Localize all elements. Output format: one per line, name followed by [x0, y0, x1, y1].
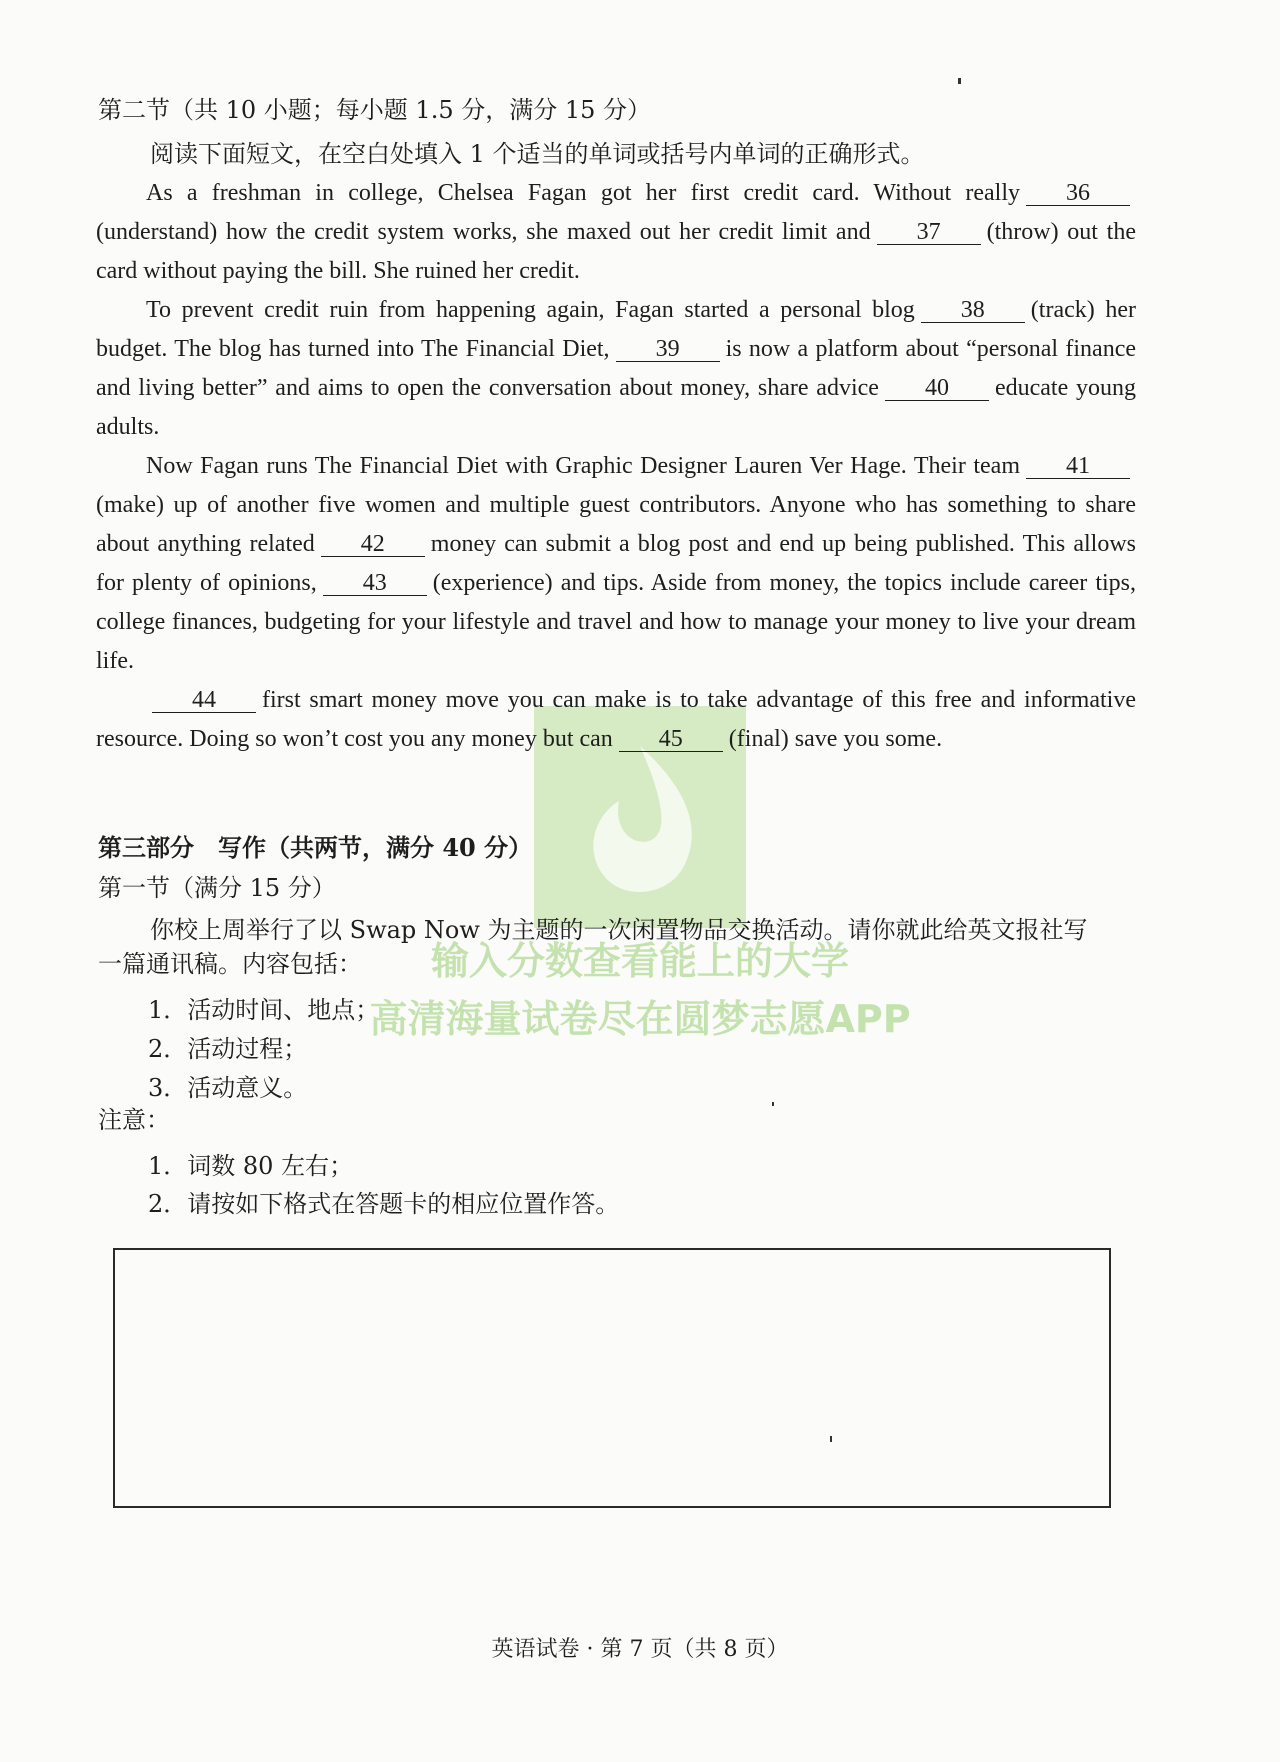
blank-40[interactable]: 40 — [885, 376, 989, 401]
answer-box[interactable] — [113, 1248, 1111, 1508]
scan-speck — [958, 78, 961, 84]
note-item-1: 1．词数 80 左右； — [148, 1152, 354, 1180]
task-item-3: 3．活动意义。 — [148, 1074, 308, 1102]
paragraph-3: Now Fagan runs The Financial Diet with Graphic Designer Lauren Ver Hage. Their team 41(make) up of another five women and multiple guest contributors. Anyone who has something to share about anything related 42 money can submit a blog post and end up being published. This allows for plenty of opinions, 43 (experience) and tips. Aside from money, the topics include career tips, college finances, budgeting for your lifestyle and travel and how to manage your money to live your dream life. — [96, 453, 1137, 674]
blank-44[interactable]: 44 — [152, 688, 256, 713]
blank-38[interactable]: 38 — [921, 298, 1025, 323]
section1-title: 第一节（满分 15 分） — [98, 874, 336, 902]
task-item-2: 2．活动过程； — [148, 1035, 308, 1063]
section2-title: 第二节（共 10 小题；每小题 1.5 分，满分 15 分） — [98, 96, 652, 124]
task-line-2: 一篇通讯稿。内容包括： — [98, 950, 362, 978]
part3-title: 第三部分 写作（共两节，满分 40 分） — [98, 833, 533, 862]
paragraph-4: 44 first smart money move you can make is to take advantage of this free and informative resource. Doing so won’t cost you any money but can 45 (final) save you some. — [96, 687, 1136, 752]
blank-39[interactable]: 39 — [616, 337, 720, 362]
blank-42[interactable]: 42 — [321, 532, 425, 557]
paragraph-2: To prevent credit ruin from happening again, Fagan started a personal blog 38 (track) her budget. The blog has turned into The Financial Diet, 39 is now a platform about “personal finance and living better” and aims to open the conversation about money, share advice 40 educate young adults. — [96, 297, 1136, 440]
page-footer: 英语试卷 · 第 7 页（共 8 页） — [491, 1637, 789, 1662]
paragraph-1: As a freshman in college, Chelsea Fagan got her first credit card. Without really 36(understand) how the credit system works, she maxed out her credit limit and 37 (throw) out the card without paying the bill. She ruined her credit. — [96, 180, 1137, 284]
scan-speck — [772, 1102, 774, 1106]
note-item-2: 2．请按如下格式在答题卡的相应位置作答。 — [148, 1190, 620, 1218]
blank-36[interactable]: 36 — [1026, 181, 1130, 206]
task-line-1: 你校上周举行了以 Swap Now 为主题的一次闲置物品交换活动。请你就此给英文报社写 — [150, 916, 1088, 944]
blank-43[interactable]: 43 — [323, 571, 427, 596]
blank-45[interactable]: 45 — [619, 727, 723, 752]
notes-label: 注意： — [98, 1106, 170, 1134]
task-item-1: 1．活动时间、地点； — [148, 996, 380, 1024]
scan-speck — [830, 1436, 832, 1442]
blank-41[interactable]: 41 — [1026, 454, 1130, 479]
watermark-line-1: 输入分数查看能上的大学 — [430, 939, 849, 983]
blank-37[interactable]: 37 — [877, 220, 981, 245]
section2-instruction: 阅读下面短文，在空白处填入 1 个适当的单词或括号内单词的正确形式。 — [150, 140, 925, 168]
watermark-line-2: 高清海量试卷尽在圆梦志愿APP — [369, 997, 911, 1041]
